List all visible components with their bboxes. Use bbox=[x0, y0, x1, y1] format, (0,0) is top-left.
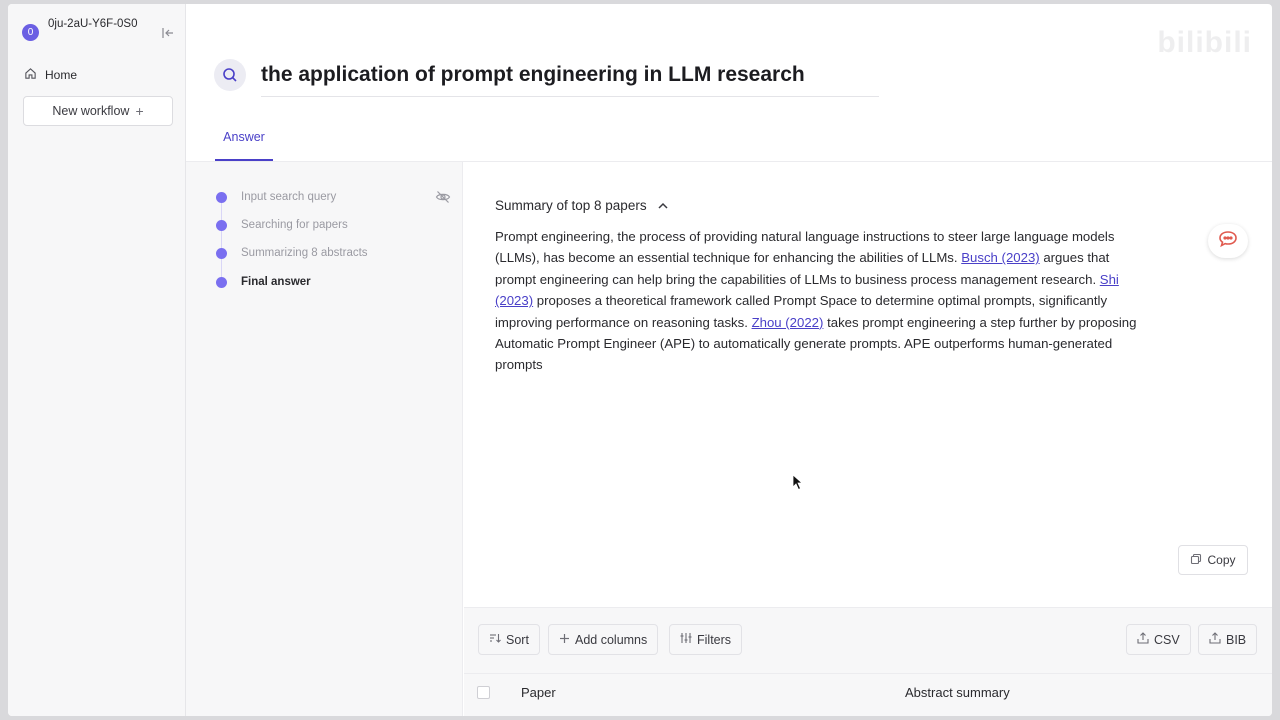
summary-title: Summary of top 8 papers bbox=[495, 198, 647, 213]
column-header-abstract-summary[interactable]: Abstract summary bbox=[905, 685, 1010, 700]
search-query[interactable]: the application of prompt engineering in LLM research bbox=[261, 61, 879, 97]
plus-icon bbox=[559, 633, 575, 647]
summary-text-part: Prompt engineering, the process of providing natural language instructions to steer large language models (LLMs), has become an essential technique for enhancing the abilities of LLMs. bbox=[495, 229, 1115, 266]
chat-feedback-button[interactable] bbox=[1208, 224, 1248, 258]
eye-off-icon[interactable] bbox=[435, 190, 451, 209]
download-icon bbox=[1209, 632, 1226, 647]
copy-icon bbox=[1190, 553, 1207, 568]
table-header-row bbox=[464, 673, 1272, 716]
csv-label: CSV bbox=[1154, 632, 1180, 647]
workspace-name: 0ju-2aU-Y6F-0S0 bbox=[48, 18, 138, 30]
step-label: Final answer bbox=[241, 276, 311, 288]
main-content bbox=[186, 4, 1272, 716]
summary-text-part: argues that prompt engineering can help bring the capabilities of LLMs to business process management research. bbox=[495, 250, 1110, 287]
results-toolbar bbox=[464, 607, 1272, 716]
sort-button[interactable] bbox=[478, 624, 540, 655]
steps-connector bbox=[221, 196, 222, 282]
sidebar bbox=[8, 4, 186, 716]
step-label: Searching for papers bbox=[241, 219, 348, 231]
citation-link-busch[interactable]: Busch (2023) bbox=[961, 250, 1040, 266]
summary-text-part: takes prompt engineering a step further by proposing Automatic Prompt Engineer (APE) to automatically generate prompts. APE outperforms human-generated prompts bbox=[495, 314, 1137, 373]
filters-icon bbox=[680, 632, 697, 647]
new-workflow-label: New workflow bbox=[52, 104, 130, 118]
watermark-logo: bilibili bbox=[1157, 26, 1252, 59]
mouse-cursor-icon bbox=[792, 474, 804, 496]
summary-toggle[interactable] bbox=[495, 198, 669, 213]
step-final-answer bbox=[216, 273, 311, 291]
filters-label: Filters bbox=[697, 632, 732, 647]
summary-text bbox=[495, 226, 1145, 376]
column-header-paper[interactable]: Paper bbox=[521, 685, 556, 700]
chat-bubble-icon bbox=[1218, 230, 1238, 253]
tab-answer[interactable]: Answer bbox=[215, 130, 273, 161]
copy-label: Copy bbox=[1207, 553, 1236, 567]
export-csv-button[interactable] bbox=[1126, 624, 1191, 655]
filters-button[interactable] bbox=[669, 624, 742, 655]
summary-text-part: proposes a theoretical framework called Prompt Space to determine optimal prompts, significantly improving performance on reasoning tasks. bbox=[495, 293, 1108, 330]
app-window bbox=[8, 4, 1272, 716]
select-all-checkbox[interactable] bbox=[477, 686, 490, 699]
sidebar-item-label: Home bbox=[45, 68, 78, 82]
copy-button[interactable] bbox=[1178, 545, 1248, 575]
step-summarizing-abstracts bbox=[216, 244, 368, 262]
sort-icon bbox=[489, 632, 506, 647]
step-dot bbox=[216, 192, 227, 203]
bib-label: BIB bbox=[1226, 632, 1247, 647]
sort-label: Sort bbox=[506, 632, 529, 647]
citation-link-zhou[interactable]: Zhou (2022) bbox=[751, 314, 824, 330]
export-bib-button[interactable] bbox=[1198, 624, 1257, 655]
progress-steps bbox=[186, 162, 463, 716]
step-dot bbox=[216, 248, 227, 259]
home-icon bbox=[24, 67, 45, 83]
summary-panel bbox=[464, 162, 1272, 607]
sidebar-item-home[interactable] bbox=[24, 64, 77, 86]
new-workflow-button[interactable] bbox=[23, 96, 173, 126]
add-columns-label: Add columns bbox=[575, 632, 648, 647]
collapse-sidebar-icon[interactable] bbox=[161, 26, 177, 42]
step-dot bbox=[216, 277, 227, 288]
workspace-badge: 0 bbox=[22, 24, 39, 41]
add-columns-button[interactable] bbox=[548, 624, 658, 655]
workspace-switcher[interactable] bbox=[22, 16, 177, 52]
step-label: Input search query bbox=[241, 191, 337, 203]
step-input-search-query bbox=[216, 188, 336, 206]
chevron-up-icon bbox=[657, 198, 669, 213]
citation-link-shi[interactable]: Shi (2023) bbox=[495, 271, 1119, 309]
plus-icon: + bbox=[135, 103, 144, 119]
step-label: Summarizing 8 abstracts bbox=[241, 247, 368, 259]
step-searching-for-papers bbox=[216, 216, 348, 234]
search-icon[interactable] bbox=[214, 59, 246, 91]
download-icon bbox=[1137, 632, 1154, 647]
step-dot bbox=[216, 220, 227, 231]
